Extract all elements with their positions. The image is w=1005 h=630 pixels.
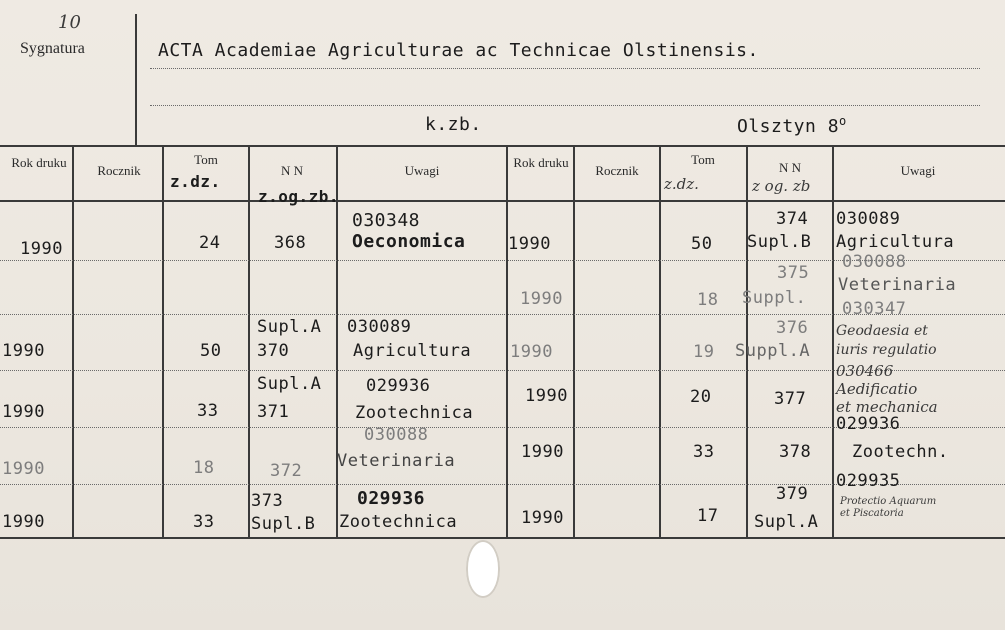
right-row2-tom: 18 [697,290,719,310]
right-row4-tom: 20 [690,387,712,407]
left-row3-nn: 371 [257,402,290,422]
left-row5-nn: 373 [251,491,284,511]
right-row2-note: Veterinaria [838,275,957,295]
left-row1-note: Oeconomica [352,231,466,252]
right-row2-nn: 375 [777,263,810,283]
col-tom: Tom [194,152,218,167]
right-row4-code: 030466 [836,362,894,380]
right-row5-note: Zootechn. [852,442,949,462]
right-row2-code: 030088 [842,252,907,272]
right-row3-nn-bottom: Suppl.A [735,341,811,361]
right-row4-nn: 377 [774,389,807,409]
punch-hole [466,540,500,598]
right-row2-year: 1990 [520,289,563,309]
left-row5-code: 029936 [357,488,426,509]
left-row1-tom: 24 [199,233,221,253]
right-row1-code: 030089 [836,209,901,229]
left-row2-tom: 50 [200,341,222,361]
right-row3-code: 030347 [842,299,907,319]
right-row3-note: Geodaesia et [836,323,928,339]
right-row3-note2: iuris regulatio [836,342,937,358]
left-row3-tom: 33 [197,401,219,421]
right-row6-note2: et Piscatoria [840,508,904,519]
left-row3-year: 1990 [2,402,45,422]
right-row5-code: 029936 [836,414,901,434]
right-row6-nn-bottom: Supl.A [754,512,819,532]
left-row5-nn-bottom: Supl.B [251,514,316,534]
left-row3-nn-top: Supl.A [257,374,322,394]
col-nn-right: N N [778,160,802,175]
col-nn-extra-right: z og. zb [752,177,811,195]
right-row1-nn: 374 [776,209,809,229]
place: Olsztyn [737,116,817,137]
right-row3-tom: 19 [693,342,715,362]
left-row2-note: Agricultura [353,341,472,361]
left-row2-nn-top: Supl.A [257,317,322,337]
right-row6-year: 1990 [521,508,564,528]
publication-title: ACTA Academiae Agriculturae ac Technicae Olstinensis. [158,40,759,61]
signature-label: Sygnatura [20,40,85,57]
col-rocznik: Rocznik [97,163,141,178]
col-tom-right: Tom [691,152,715,167]
col-nn: N N [280,163,304,178]
right-row6-tom: 17 [697,506,719,526]
col-tom-extra: z.dz. [170,172,221,191]
right-row3-year: 1990 [510,342,553,362]
right-row6-nn: 379 [776,484,809,504]
left-row2-year: 1990 [2,341,45,361]
format-sup: o [839,114,847,128]
right-row6-code: 029935 [836,471,901,491]
col-rocznik-right: Rocznik [595,163,639,178]
left-row1-code: 030348 [352,210,421,231]
left-row3-note: Zootechnica [355,403,474,423]
col-nn-extra: z.og.zb. [258,187,340,206]
format: 8 [827,116,840,137]
right-row1-nn-bottom: Supl.B [747,232,812,252]
right-row6-note: Protectio Aquarum [840,496,937,507]
right-row2-nn-bottom: Suppl. [742,288,807,308]
left-row5-note: Zootechnica [339,512,458,532]
col-uwagi: Uwagi [404,163,440,178]
left-row4-code: 030088 [364,425,429,445]
col-tom-extra-right: z.dz. [664,175,699,193]
right-row4-note: Aedificatio [836,380,918,398]
collection-mark: k.zb. [425,114,482,135]
col-rok-druku-right: Rok druku [513,155,569,170]
right-row4-note2: et mechanica [836,398,938,416]
left-row4-nn: 372 [270,461,303,481]
right-row1-tom: 50 [691,234,713,254]
right-row5-nn: 378 [779,442,812,462]
left-row1-nn: 368 [274,233,307,253]
right-row5-tom: 33 [693,442,715,462]
left-row2-code: 030089 [347,317,412,337]
right-row4-year: 1990 [525,386,568,406]
left-row2-nn: 370 [257,341,290,361]
left-row5-year: 1990 [2,512,45,532]
left-row4-note: Veterinaria [337,451,456,471]
left-row4-tom: 18 [193,458,215,478]
col-uwagi-right: Uwagi [900,163,936,178]
left-row5-tom: 33 [193,512,215,532]
left-row4-year: 1990 [2,459,45,479]
col-rok-druku: Rok druku [11,155,67,170]
place-format [737,114,847,137]
left-row3-code: 029936 [366,376,431,396]
corner-mark: 10 [58,12,81,33]
right-row5-year: 1990 [521,442,564,462]
left-row1-year: 1990 [20,239,63,259]
right-row1-note: Agricultura [836,232,955,252]
right-row1-year: 1990 [508,234,551,254]
right-row3-nn: 376 [776,318,809,338]
